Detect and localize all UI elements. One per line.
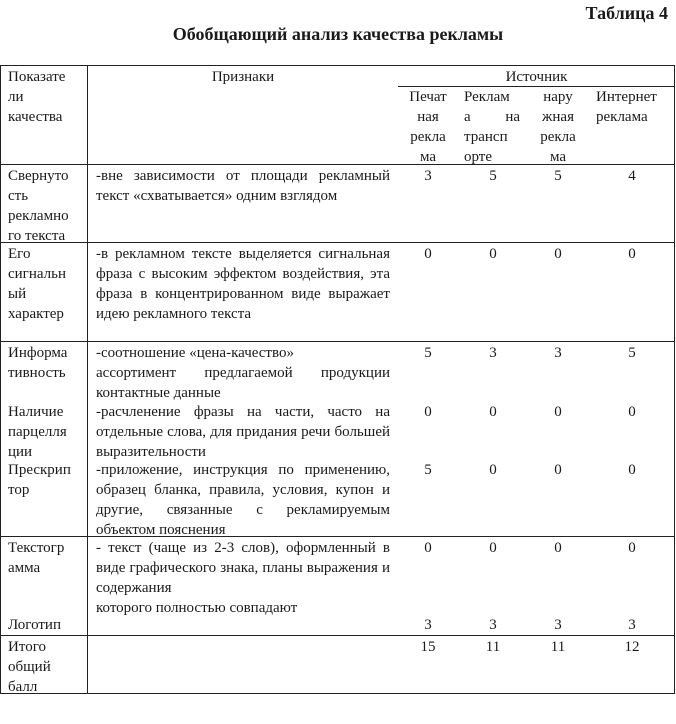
indicator-line: сть bbox=[8, 188, 29, 204]
indicator-line: Текстогр bbox=[8, 540, 65, 556]
row-feature: -приложение, инструкция по применению, образец бланка, правила, условия, купон и другие, связанные с рекламируемым объектом пояснения bbox=[96, 462, 390, 538]
score-cell: 0 bbox=[628, 246, 636, 262]
row-indicator: Логотип bbox=[8, 617, 61, 633]
row-indicator bbox=[8, 343, 86, 383]
header-source-transport bbox=[464, 87, 520, 167]
score-cell: 5 bbox=[628, 345, 636, 361]
indicator-line: общий bbox=[8, 659, 51, 675]
indicator-line: ции bbox=[8, 444, 33, 460]
header-line: орте bbox=[464, 149, 493, 165]
header-line: жная bbox=[542, 109, 574, 125]
header-line: реклама bbox=[596, 109, 648, 125]
row-divider bbox=[0, 341, 675, 342]
indicator-line: сигнальн bbox=[8, 266, 67, 282]
indicator-line: характер bbox=[8, 306, 64, 322]
header-line: рекла bbox=[540, 129, 576, 145]
score-cell: 0 bbox=[424, 246, 432, 262]
row-feature: -вне зависимости от площади рекламный текст «схватывается» одним взглядом bbox=[96, 168, 390, 204]
total-score-cell: 12 bbox=[624, 639, 640, 655]
score-cell: 0 bbox=[424, 404, 432, 420]
total-score-cell: 15 bbox=[420, 639, 436, 655]
row-indicator bbox=[8, 538, 86, 578]
indicator-line: Итого bbox=[8, 639, 46, 655]
score-cell: 0 bbox=[628, 540, 636, 556]
indicator-line: Прескрип bbox=[8, 462, 71, 478]
indicator-line: го текста bbox=[8, 228, 66, 244]
feature-line: которого полностью совпадают bbox=[96, 600, 298, 616]
header-source: Источник bbox=[505, 69, 568, 85]
indicator-line: рекламно bbox=[8, 208, 69, 224]
header-indicator bbox=[8, 67, 86, 127]
score-cell: 5 bbox=[424, 345, 432, 361]
score-cell: 0 bbox=[554, 404, 562, 420]
score-cell: 3 bbox=[554, 345, 562, 361]
row-feature bbox=[96, 538, 390, 618]
column-divider bbox=[87, 65, 88, 694]
header-indicator-line: Показате bbox=[8, 69, 66, 85]
table-border-left bbox=[0, 65, 1, 694]
table-number: Таблица 4 bbox=[585, 3, 668, 23]
indicator-line: тивность bbox=[8, 365, 66, 381]
feature-line: - текст (чаще из 2-3 слов), оформленный в виде графического знака, планы выражения и содержания bbox=[96, 540, 390, 596]
score-cell: 5 bbox=[424, 462, 432, 478]
score-cell: 5 bbox=[489, 168, 497, 184]
feature-line: ассортимент предлагаемой продукции контактные данные bbox=[96, 365, 390, 401]
header-line: Печат bbox=[409, 89, 447, 105]
header-line: Реклам bbox=[464, 89, 510, 105]
header-line: рекла bbox=[410, 129, 446, 145]
header-source-outdoor bbox=[530, 87, 586, 167]
header-line: ма bbox=[419, 149, 437, 165]
row-indicator bbox=[8, 460, 86, 500]
table-title: Обобщающий анализ качества рекламы bbox=[172, 24, 504, 44]
score-cell: 0 bbox=[489, 246, 497, 262]
indicator-line: Информа bbox=[8, 345, 68, 361]
table-border-top bbox=[0, 65, 675, 66]
score-cell: 0 bbox=[424, 540, 432, 556]
score-cell: 0 bbox=[554, 462, 562, 478]
table-border-right bbox=[674, 65, 675, 694]
table-border-bottom bbox=[0, 693, 675, 694]
indicator-line: тор bbox=[8, 482, 30, 498]
indicator-line: парцелля bbox=[8, 424, 67, 440]
row-divider bbox=[0, 242, 675, 243]
indicator-line: балл bbox=[8, 679, 38, 695]
score-cell: 0 bbox=[489, 404, 497, 420]
score-cell: 0 bbox=[489, 462, 497, 478]
row-feature: -расчленение фразы на части, часто на отдельные слова, для придания речи большей выразительности bbox=[96, 404, 390, 460]
total-score-cell: 11 bbox=[485, 639, 501, 655]
score-cell: 3 bbox=[554, 617, 562, 633]
header-line: трансп bbox=[464, 129, 508, 145]
indicator-line: ый bbox=[8, 286, 27, 302]
header-indicator-line: ли bbox=[8, 89, 24, 105]
header-source-print bbox=[400, 87, 456, 167]
indicator-line: амма bbox=[8, 560, 41, 576]
header-line: ма bbox=[549, 149, 567, 165]
header-line: нару bbox=[543, 89, 573, 105]
score-cell: 3 bbox=[424, 168, 432, 184]
score-cell: 5 bbox=[554, 168, 562, 184]
total-indicator bbox=[8, 637, 86, 697]
row-feature: -в рекламном тексте выделяется сигнальная фраза с высоким эффектом воздействия, эта фраза в концентрированном виде выражает идею рекламного текста bbox=[96, 246, 390, 322]
header-line: Интернет bbox=[596, 89, 657, 105]
row-feature bbox=[96, 343, 390, 403]
score-cell: 0 bbox=[489, 540, 497, 556]
row-divider bbox=[0, 635, 675, 636]
score-cell: 0 bbox=[554, 246, 562, 262]
header-source-internet bbox=[596, 87, 672, 127]
total-score-cell: 11 bbox=[550, 639, 566, 655]
score-cell: 3 bbox=[628, 617, 636, 633]
score-cell: 3 bbox=[489, 617, 497, 633]
header-features: Признаки bbox=[211, 69, 275, 85]
row-indicator bbox=[8, 244, 86, 324]
indicator-line: Свернуто bbox=[8, 168, 69, 184]
feature-line: -соотношение «цена-качество» bbox=[96, 345, 294, 361]
score-cell: 0 bbox=[628, 404, 636, 420]
header-line: ная bbox=[417, 109, 439, 125]
score-cell: 3 bbox=[489, 345, 497, 361]
score-cell: 4 bbox=[628, 168, 636, 184]
row-indicator bbox=[8, 402, 86, 462]
indicator-line: Его bbox=[8, 246, 31, 262]
score-cell: 0 bbox=[554, 540, 562, 556]
score-cell: 0 bbox=[628, 462, 636, 478]
indicator-line: Наличие bbox=[8, 404, 64, 420]
row-indicator bbox=[8, 166, 86, 246]
score-cell: 3 bbox=[424, 617, 432, 633]
header-line: а на bbox=[464, 109, 520, 125]
header-indicator-line: качества bbox=[8, 109, 63, 125]
